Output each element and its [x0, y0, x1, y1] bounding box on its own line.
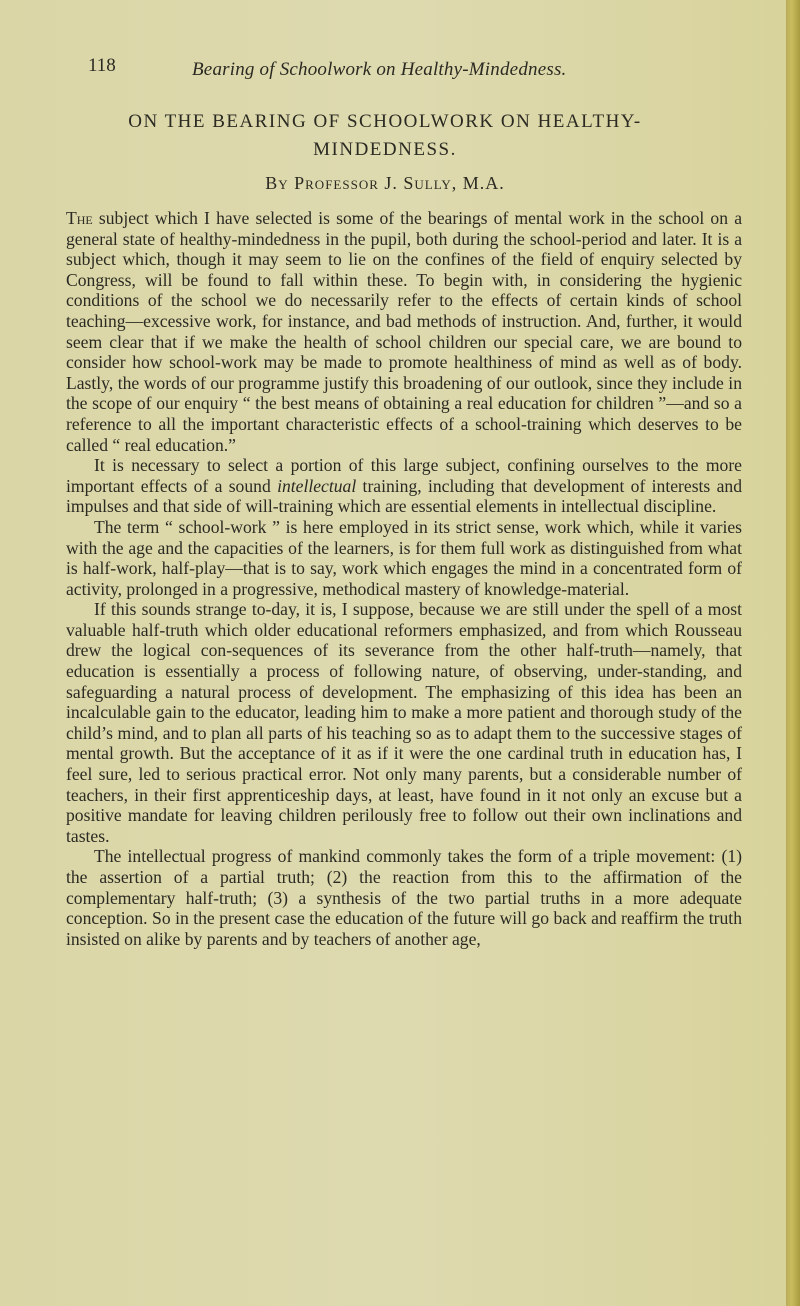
- paragraph-text: subject which I have selected is some of the bearings of mental work in the school on a general state of healthy-mindedness in the pupil, both during the school-period and later. It is a subject which, though it may seem to lie on the confines of the field of enquiry selected by Congress, will be found to fall within these. To begin with, in considering the hygienic conditions of the school we do necessarily refer to the effects of certain kinds of school teaching—excessive work, for instance, and bad methods of instruction. And, further, it would seem clear that if we make the health of school children our special care, we are bound to consider how school-work may be made to promote healthiness of mind as well as of body. Lastly, the words of our programme justify this broadening of our outlook, since they include in the scope of our enquiry “ the best means of obtaining a real education for children ”—and so a reference to all the important characteristic effects of a school-training which deserves to be called “ real education.”: [66, 208, 742, 455]
- italic-word: intellectual: [277, 475, 357, 496]
- paragraph: The term “ school-work ” is here employed in its strict sense, work which, while it varies with the age and the capacities of the learners, is for them full work as distinguished from what is half-work, half-play—that is to say, work which engages the mind in a concentrated form of activity, prolonged in a progressive, methodical mastery of knowledge-material.: [66, 516, 742, 599]
- paragraph: [66, 455, 742, 517]
- paragraph: The intellectual progress of mankind commonly takes the form of a triple movement: (1) the assertion of a partial truth; (2) the reaction from this to the affirmation of the complementary half-truth; (3) a synthesis of the two partial truths in a more adequate conception. So in the present case the education of the future will go back and reaffirm the truth insisted on alike by parents and by teachers of another age,: [66, 846, 742, 949]
- running-title: Bearing of Schoolwork on Healthy-Mindedness.: [192, 59, 567, 80]
- article-body: [66, 208, 742, 949]
- paragraph: If this sounds strange to-day, it is, I suppose, because we are still under the spell of a most valuable half-truth which older educational reformers emphasized, and from which Rousseau drew the logical con-sequences of its severance from the other half-truth—namely, that education is essentially a process of following nature, of observing, under-standing, and safeguarding a natural process of development. The emphasizing of this idea has been an incalculable gain to the educator, leading him to make a more patient and thorough study of the child’s mind, and to plan all parts of his teaching so as to adapt them to the successive stages of mental growth. But the acceptance of it as if it were the one cardinal truth in education has, I feel sure, led to serious practical error. Not only many parents, but a considerable number of teachers, in their first apprenticeship days, at least, have found in it not only an excuse but a positive mandate for leaving children perilously free to follow out their own inclinations and tastes.: [66, 599, 742, 846]
- page-edge: [786, 0, 800, 1306]
- article-byline: By Professor J. Sully, M.A.: [265, 173, 505, 193]
- paragraph-text: It is necessary to select a portion of this large subject, confining ourselves to the more important effects of a sound: [66, 455, 742, 496]
- first-word: The: [66, 208, 93, 228]
- paragraph-text: training, including that development of interests and impulses and that side of will-training which are essential elements in intellectual discipline.: [66, 475, 742, 517]
- paragraph: [66, 208, 742, 455]
- page-number: 118: [88, 55, 116, 76]
- article-title: ON THE BEARING OF SCHOOLWORK ON HEALTHY-MINDEDNESS.: [128, 111, 642, 160]
